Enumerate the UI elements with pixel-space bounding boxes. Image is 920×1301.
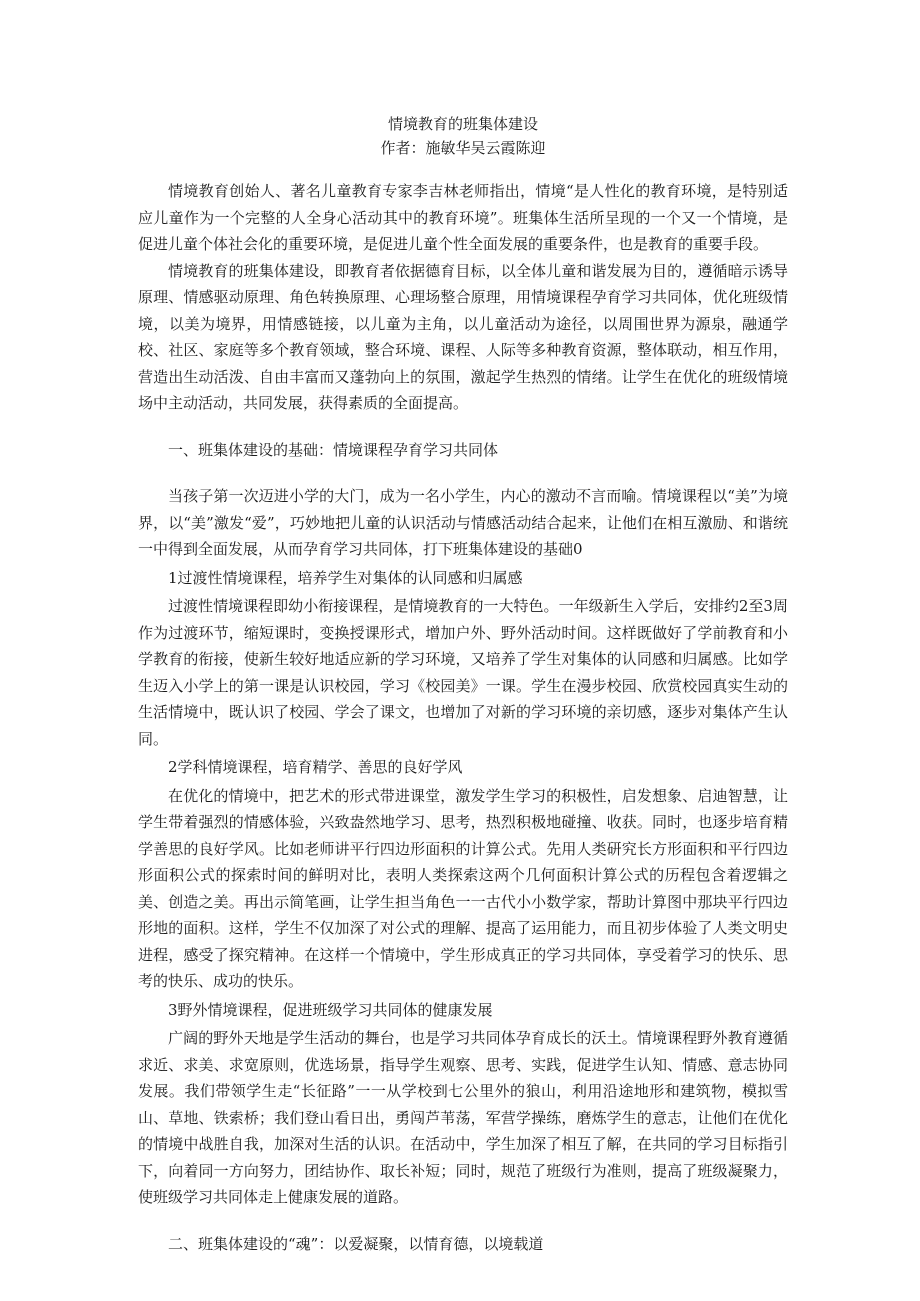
intro-paragraph-1: 情境教育创始人、著名儿童教育专家李吉林老师指出，情境“是人性化的教育环境，是特别适应儿童作为一个完整的人全身心活动其中的教育环境”。班集体生活所呈现的一个又一个情境，是促进儿童个体社会化的重要环境，是促进儿童个性全面发展的重要条件，也是教育的重要手段。	[138, 182, 788, 253]
document-page	[138, 112, 788, 1277]
section-heading-1: 一、班集体建设的基础：情境课程孕育学习共同体	[168, 440, 499, 459]
subsection-heading-1: 1过渡性情境课程，培养学生对集体的认同感和归属感	[168, 568, 523, 587]
document-author: 作者：施敏华吴云霞陈迎	[380, 139, 546, 157]
intro-paragraph-2: 情境教育的班集体建设，即教育者依据德育目标，以全体儿童和谐发展为目的，遵循暗示诱导原理、情感驱动原理、角色转换原理、心理场整合原理，用情境课程孕育学习共同体，优化班级情境，以美为境界，用情感链接，以儿童为主角，以儿童活动为途径，以周围世界为源泉，融通学校、社区、家庭等多个教育领域，整合环境、课程、人际等多种教育资源，整体联动，相互作用，营造出生动活泼、自由丰富而又蓬勃向上的氛围，激起学生热烈的情绪。让学生在优化的班级情境场中主动活动，共同发展，获得素质的全面提高。	[138, 261, 788, 412]
subsection3-paragraph: 广阔的野外天地是学生活动的舞台，也是学习共同体孕育成长的沃土。情境课程野外教育遵循求近、求美、求宽原则，优选场景，指导学生观察、思考、实践，促进学生认知、情感、意志协同发展。我们带领学生走“长征路”一一从学校到七公里外的狼山，利用沿途地形和建筑物，模拟雪山、草地、铁索桥；我们登山看日出，勇闯芦苇荡，军营学操练，磨炼学生的意志，让他们在优化的情境中战胜自我，加深对生活的认识。在活动中，学生加深了相互了解，在共同的学习目标指引下，向着同一方向努力，团结协作、取长补短；同时，规范了班级行为准则，提高了班级凝聚力，使班级学习共同体走上健康发展的道路。	[138, 1029, 788, 1206]
document-title: 情境教育的班集体建设	[387, 115, 538, 133]
subsection2-paragraph: 在优化的情境中，把艺术的形式带进课堂，激发学生学习的积极性，启发想象、启迪智慧，让学生带着强烈的情感体验，兴致盎然地学习、思考，热烈积极地碰撞、收获。同时，也逐步培育精学善思的良好学风。比如老师讲平行四边形面积的计算公式。先用人类研究长方形面积和平行四边形面积公式的探索时间的鲜明对比，表明人类探索这两个几何面积计算公式的历程包含着逻辑之美、创造之美。再出示简笔画，让学生担当角色一一古代小小数学家，帮助计算图中那块平行四边形地的面积。这样，学生不仅加深了对公式的理解、提高了运用能力，而且初步体验了人类文明史进程，感受了探究精神。在这样一个情境中，学生形成真正的学习共同体，享受着学习的快乐、思考的快乐、成功的快乐。	[138, 786, 788, 990]
subsection1-paragraph: 过渡性情境课程即幼小衔接课程，是情境教育的一大特色。一年级新生入学后，安排约2至3周作为过渡环节，缩短课时，变换授课形式，增加户外、野外活动时间。这样既做好了学前教育和小学教育的衔接，使新生较好地适应新的学习环境，又培养了学生对集体的认同感和归属感。比如学生迈入小学上的第一课是认识校园，学习《校园美》一课。学生在漫步校园、欣赏校园真实生动的生活情境中，既认识了校园、学会了课文，也增加了对新的学习环境的亲切感，逐步对集体产生认同。	[138, 597, 788, 748]
section-heading-2: 二、班集体建设的“魂”：以爱凝聚，以情育德，以境载道	[168, 1234, 544, 1253]
subsection-heading-3: 3野外情境课程，促进班级学习共同体的健康发展	[168, 1000, 493, 1019]
section1-intro-paragraph: 当孩子第一次迈进小学的大门，成为一名小学生，内心的激动不言而喻。情境课程以“美”为境界，以“美”激发“爱”，巧妙地把儿童的认识活动与情感活动结合起来，让他们在相互激励、和谐统一中得到全面发展，从而孕育学习共同体，打下班集体建设的基础0	[138, 487, 788, 558]
subsection-heading-2: 2学科情境课程，培育精学、善思的良好学风	[168, 758, 463, 776]
